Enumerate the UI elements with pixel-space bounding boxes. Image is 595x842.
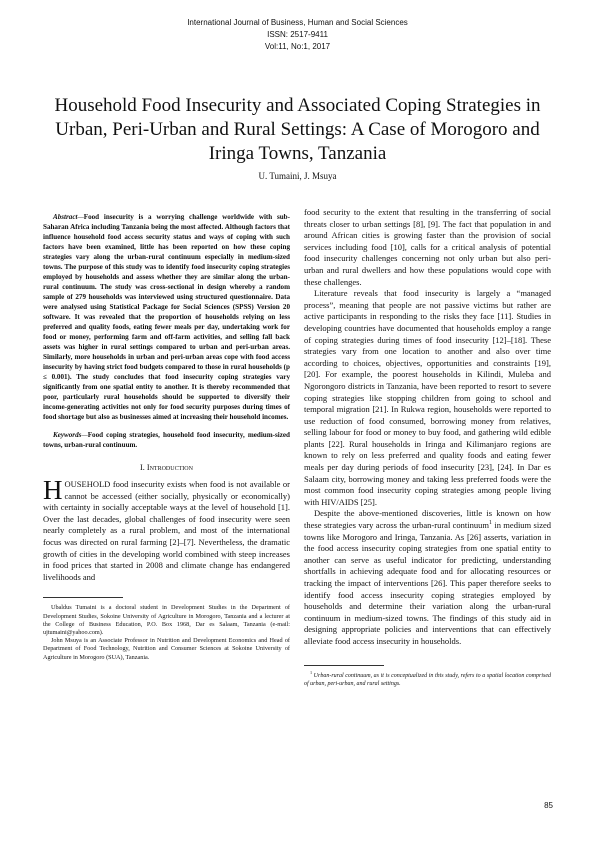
journal-name: International Journal of Business, Human and Social Sciences: [187, 18, 408, 27]
page-number: 85: [544, 801, 553, 810]
right-column: [304, 207, 551, 688]
footnote: $^1$ Urban-rural continuum, as it is conceptualized in this study, refers to a spatial location comprised of urban, peri-urban, and rural settings.: [304, 669, 551, 687]
intro-paragraph-1-continued: food security to the extent that resulting in the transferring of social threats closer to urban settings [8], [9]. The fact that population in and around African cities is growing faster than the provision of social services including food [10], calls for a critical analysis of potential food insecurity challenges concerning not only urban but also peri-urban and rural dwellers and how these populations would cope with these challenges.: [304, 207, 551, 287]
intro-paragraph-3: Despite the above-mentioned discoveries, little is known on how these strategies vary across the urban-rural continuum$^1$ in medium sized towns like Morogoro and Iringa, Tanzania. As [26] asserts, variation in the food access insecurity coping strategies from one spatial entity to another can serve as useful indicator for predicting, understanding shortfalls in achieving adequate food and for allocating resources or tracking the impact of interventions [26]. This paper therefore seeks to identify food access insecurity coping strategies employed by households and determine their variation along the urban-rural continuum in medium-sized towns. The findings of this study aid in designing appropriate policies and interventions that can effectively alleviate food access insecurity in households.: [304, 508, 551, 646]
article-authors: U. Tumaini, J. Msuya: [258, 171, 337, 181]
introduction-heading: I. Introduction: [140, 463, 193, 472]
left-column: [43, 212, 290, 662]
keywords-label: Keywords: [53, 431, 82, 439]
journal-volume: Vol:11, No:1, 2017: [264, 42, 331, 51]
article-title: Household Food Insecurity and Associated Coping Strategies in Urban, Peri-Urban and Rural Settings: A Case of Morogoro and Iringa Towns, Tanzania: [54, 95, 541, 164]
abstract-label: Abstract: [53, 213, 78, 221]
affiliation-rule: [43, 597, 123, 598]
affiliation-1: Ubaldus Tumaini is a doctoral student in Development Studies in the Department of Development Studies, Sokoine University of Agriculture in Morogoro, Tanzania and a lecturer at the College of Business Education, P.O. Box 1968, Dar es Salaam, Tanzania (e-mail: ujtumaini@yahoo.com).: [43, 604, 290, 636]
footnote-rule: [304, 665, 384, 666]
affiliation-2: John Msuya is an Associate Professor in Nutrition and Development Economics and Head of Department of Food Technology, Nutrition and Consumer Sciences at Sokoine University of Agriculture in Morogoro (SUA), Tanzania.: [43, 637, 290, 661]
drop-cap: H: [43, 475, 63, 505]
intro-paragraph-1: HOUSEHOLD food insecurity exists when food is not available or cannot be accessed (either socially, physically or economically) with certainty in socially acceptable ways at the level of household [1]. Over the last decades, global challenges of food insecurity were seen nearly completely as a rural problem, and most of the international focus was directed on rural farming [2]–[7]. Nevertheless, the dramatic growth of cities in the developing world combined with steep increases in food prices that started in 2008 and climate change has endangered livelihoods and: [43, 475, 290, 582]
intro-paragraph-2: Literature reveals that food insecurity is largely a “managed process”, meaning that people are not passive victims but rather are active participants in responding to the risks they face [11]. Studies in developing countries have documented that households employ a range of coping strategies during times of food insecurity [12]–[18]. These strategies vary from one location to another and also over time according to choices, objectives, opportunities and constraints [19], [20]. For example, the poorest households in Kilindi, Muleba and Ngorongoro districts in Tanzania, have been reported to resort to severe coping strategies like stopping children from going to school and temporal migration [21]. In Rukwa region, households were reported to use reduction of food consumed, borrowing money from relatives, selling labour for food or money to buy food, and gathering wild edible plants [22]. Rural households in Iringa and Kilimanjaro regions are known to rely on less preferred and quality foods and eating fewer meals per day during periods of food insecurity [23], [24]. In Dar es Salaam city, borrowing money and taking less preferred foods were the most common food insecurity coping strategies among people living with HIV/AIDS [25].: [304, 288, 551, 507]
abstract-text: Food insecurity is a worrying challenge worldwide with sub-Saharan Africa including Tanzania being the most affected. Although factors that influence household food access security status and ways of coping with such factors have been examined, little has been reported on how these coping strategies vary along the urban-rural continuum especially in medium-sized towns. The purpose of this study was to identify food insecurity coping strategies employed by households and assess whether they are similar along the urban-rural continuum. The study was cross-sectional in design whereby a random sample of 279 households was interviewed using structured questionnaire. Data were analysed using Statistical Package for Social Sciences (SPSS) Version 20 software. It was revealed that the proportion of households relying on less preferred and quality foods, eating fewer meals per day, undertaking work for food or money, performing farm and off-farm activities, and selling fall back assets was higher in rural settings compared to urban and peri-urban areas. Similarly, more households in urban and peri-urban areas cope with food access insecurity by having strict food budgets compared to those in rural households (p ≤ 0.001). The study concludes that food insecurity coping strategies vary significantly from one spatial entity to another. It is thereby recommended that poor, particularly rural households should be supported to diversify their income-generating activities not only for food security purposes during times of food shortage but also as businesses aimed at increasing their household incomes.: [43, 213, 290, 421]
keywords-text: Food coping strategies, household food insecurity, medium-sized towns, urban-rural continuum.: [43, 431, 290, 449]
journal-issn: ISSN: 2517-9411: [267, 30, 328, 39]
abstract: Abstract—Food insecurity is a worrying challenge worldwide with sub-Saharan Africa including Tanzania being the most affected. Although factors that influence household food access security status and ways of coping with such factors have been examined, little has been reported on how these coping strategies vary along the urban-rural continuum especially in medium-sized towns. The purpose of this study was to identify food insecurity coping strategies employed by households and assess whether they are similar along the urban-rural continuum. The study was cross-sectional in design whereby a random sample of 279 households was interviewed using structured questionnaire. Data were analysed using Statistical Package for Social Sciences (SPSS) Version 20 software. It was revealed that the proportion of households relying on less preferred and quality foods, eating fewer meals per day, undertaking work for food or money, performing farm and off-farm activities, and selling fall back assets was higher in rural settings compared to urban and peri-urban areas. Similarly, more households in urban and peri-urban areas cope with food access insecurity by having strict food budgets compared to those in rural households (p ≤ 0.001). The study concludes that food insecurity coping strategies vary significantly from one spatial entity to another. It is thereby recommended that poor, particularly rural households should be supported to diversify their income-generating activities not only for food security purposes during times of food shortage but also as businesses aimed at increasing their household incomes.: [43, 213, 290, 421]
keywords: Keywords—Food coping strategies, household food insecurity, medium-sized towns, urban-rural continuum.: [43, 431, 290, 449]
